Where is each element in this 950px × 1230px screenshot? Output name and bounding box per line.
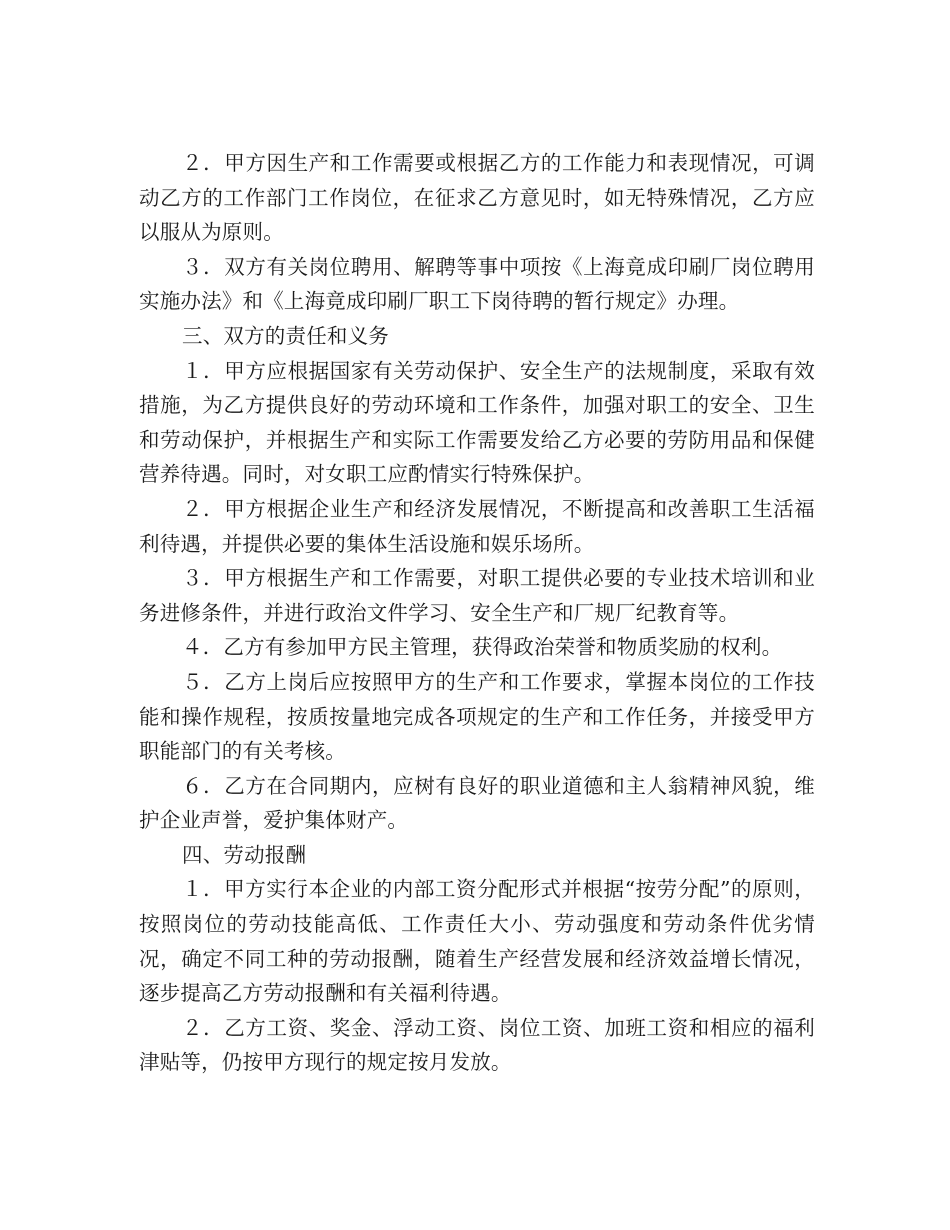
paragraph-job-transfer: ２．甲方因生产和工作需要或根据乙方的工作能力和表现情况，可调动乙方的工作部门工作岗位，在征求乙方意见时，如无特殊情况，乙方应以服从为原则。	[139, 151, 815, 245]
paragraph-job-duties: ５．乙方上岗后应按照甲方的生产和工作要求，掌握本岗位的工作技能和操作规程，按质按量地完成各项规定的生产和工作任务，并接受甲方职能部门的有关考核。	[139, 669, 815, 764]
paragraph-democratic-rights: ４．乙方有参加甲方民主管理，获得政治荣誉和物质奖励的权利。	[182, 635, 783, 660]
section-heading-remuneration: 四、劳动报酬	[182, 842, 307, 867]
paragraph-training: ３．甲方根据生产和工作需要，对职工提供必要的专业技术培训和业务进修条件，并进行政治文件学习、安全生产和厂规厂纪教育等。	[139, 566, 815, 625]
paragraph-professional-ethics: ６．乙方在合同期内，应树有良好的职业道德和主人翁精神风貌，维护企业声誉，爱护集体财产。	[139, 773, 815, 833]
paragraph-labor-protection: １．甲方应根据国家有关劳动保护、安全生产的法规制度，采取有效措施，为乙方提供良好的劳动环境和工作条件，加强对职工的安全、卫生和劳动保护，并根据生产和实际工作需要发给乙方必要的劳防用品和保健营养待遇。同时，对女职工应酌情实行特殊保护。	[139, 358, 815, 487]
section-heading-responsibilities: 三、双方的责任和义务	[182, 323, 389, 348]
paragraph-hiring-rules: ３．双方有关岗位聘用、解聘等事中项按《上海竟成印刷厂岗位聘用实施办法》和《上海竟成印刷厂职工下岗待聘的暂行规定》办理。	[139, 254, 815, 314]
paragraph-welfare: ２．甲方根据企业生产和经济发展情况，不断提高和改善职工生活福利待遇，并提供必要的集体生活设施和娱乐场所。	[139, 496, 815, 556]
document-body	[139, 146, 815, 1080]
paragraph-wage-distribution: １．甲方实行本企业的内部工资分配形式并根据“按劳分配”的原则，按照岗位的劳动技能高低、工作责任大小、劳动强度和劳动条件优劣情况，确定不同工种的劳动报酬，随着生产经营发展和经济效益增长情况，逐步提高乙方劳动报酬和有关福利待遇。	[139, 877, 815, 1006]
paragraph-monthly-payment: ２．乙方工资、奖金、浮动工资、岗位工资、加班工资和相应的福利津贴等，仍按甲方现行的规定按月发放。	[139, 1015, 815, 1075]
